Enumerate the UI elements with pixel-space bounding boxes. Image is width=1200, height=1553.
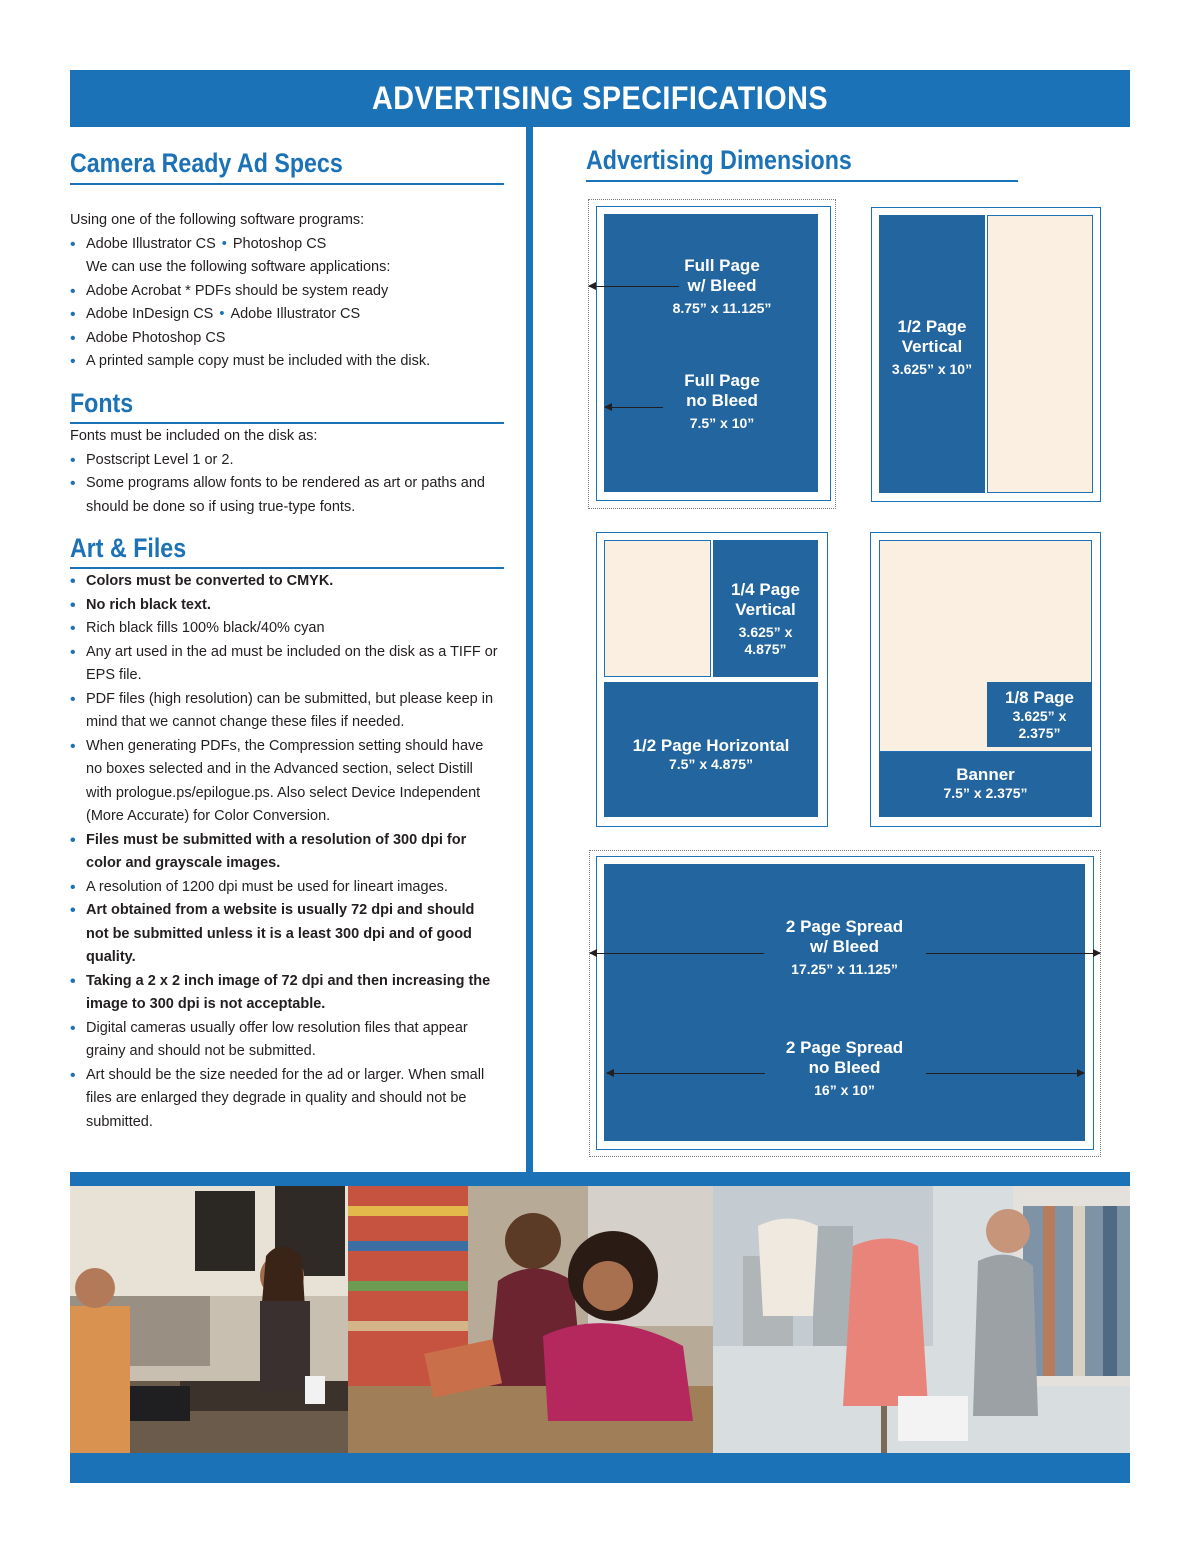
camera-sub: We can use the following software applications: bbox=[86, 259, 391, 275]
list-item: • Adobe Photoshop CS bbox=[70, 327, 510, 351]
list-item: • Some programs allow fonts to be rendered as art or paths and bbox=[70, 472, 510, 496]
quarter-page-vertical-label: 1/4 Page Vertical 3.625” x 4.875” bbox=[731, 580, 800, 657]
spread-nobleed-arrow-right bbox=[926, 1073, 1084, 1074]
list-item-cont: quality. bbox=[86, 949, 136, 965]
list-item-cont: files are enlarged they degrade in quality and should not be bbox=[86, 1090, 467, 1106]
list-item-cont: not be submitted unless it is a least 300 dpi and of good bbox=[86, 925, 472, 942]
nobleed-arrow bbox=[605, 407, 663, 408]
spread-bleed-arrow-right bbox=[926, 953, 1100, 954]
half-page-vertical-label: 1/2 Page Vertical 3.625” x 10” bbox=[891, 317, 973, 377]
list-item: • A resolution of 1200 dpi must be used for lineart images. bbox=[70, 876, 510, 900]
half-page-vertical-blank bbox=[987, 215, 1093, 493]
list-item: • A printed sample copy must be included with the disk. bbox=[70, 350, 510, 374]
list-item-cont: no boxes selected and in the Advanced section, select Distill bbox=[86, 761, 473, 777]
list-item-cont: mind that we cannot change these files if needed. bbox=[86, 714, 405, 730]
photo-strip-top-bar bbox=[70, 1172, 1130, 1186]
full-page-bleed-label: Full Page w/ Bleed 8.75” x 11.125” bbox=[672, 256, 772, 316]
header-bar bbox=[70, 70, 1130, 127]
list-item: • When generating PDFs, the Compression setting should have bbox=[70, 735, 510, 759]
list-item: • PDF files (high resolution) can be submitted, but please keep in bbox=[70, 688, 510, 712]
list-item: • Rich black fills 100% black/40% cyan bbox=[70, 617, 510, 641]
camera-intro: Using one of the following software programs: bbox=[70, 212, 365, 228]
list-item: • No rich black text. bbox=[70, 594, 510, 618]
spread-bleed-label: 2 Page Spread w/ Bleed 17.25” x 11.125” bbox=[785, 917, 904, 977]
camera-specs-list bbox=[70, 209, 510, 374]
list-item: • Art should be the size needed for the ad or larger. When small bbox=[70, 1064, 510, 1088]
list-item: • Colors must be converted to CMYK. bbox=[70, 570, 510, 594]
eighth-page-label: 1/8 Page 3.625” x 2.375” bbox=[1005, 688, 1074, 742]
list-item-cont: (More Accurate) for Color Conversion. bbox=[86, 808, 331, 824]
spread-ad bbox=[604, 864, 1085, 1141]
half-page-horizontal-label: 1/2 Page Horizontal 7.5” x 4.875” bbox=[632, 736, 790, 773]
list-item-cont: EPS file. bbox=[86, 667, 142, 683]
list-item-cont: grainy and should not be submitted. bbox=[86, 1043, 316, 1059]
list-item: • Art obtained from a website is usually 72 dpi and should bbox=[70, 899, 510, 923]
column-divider bbox=[526, 127, 533, 1172]
quarter-page-blank bbox=[604, 540, 711, 677]
photo-boutique bbox=[713, 1186, 1130, 1453]
list-item: • Any art used in the ad must be included on the disk as a TIFF or bbox=[70, 641, 510, 665]
fonts-title: Fonts bbox=[70, 388, 134, 418]
fonts-intro: Fonts must be included on the disk as: bbox=[70, 428, 318, 444]
spread-bleed-arrow-left bbox=[590, 953, 764, 954]
list-item-cont: submitted. bbox=[86, 1113, 153, 1130]
camera-specs-rule bbox=[70, 183, 504, 185]
banner-label: Banner 7.5” x 2.375” bbox=[943, 765, 1028, 802]
list-item: • Postscript Level 1 or 2. bbox=[70, 449, 510, 473]
fonts-rule bbox=[70, 422, 504, 424]
art-files-title: Art & Files bbox=[70, 533, 187, 563]
art-files-list bbox=[70, 570, 510, 1134]
dimensions-title: Advertising Dimensions bbox=[586, 145, 852, 175]
page-title: ADVERTISING SPECIFICATIONS bbox=[371, 80, 828, 116]
photo-shop-couple bbox=[348, 1186, 713, 1453]
list-item: • Adobe Acrobat * PDFs should be system ready bbox=[70, 280, 510, 304]
list-item: • Taking a 2 x 2 inch image of 72 dpi and then increasing the bbox=[70, 970, 510, 994]
list-item: • Digital cameras usually offer low resolution files that appear bbox=[70, 1017, 510, 1041]
full-page-nobleed-label: Full Page no Bleed 7.5” x 10” bbox=[684, 371, 760, 431]
list-item-cont: image to 300 dpi is not acceptable. bbox=[86, 996, 326, 1012]
fonts-list bbox=[70, 425, 510, 519]
list-item: • Adobe InDesign CS • Adobe Illustrator CS bbox=[70, 303, 510, 327]
photo-strip-bottom-bar bbox=[70, 1453, 1130, 1483]
art-files-rule bbox=[70, 567, 504, 569]
spread-nobleed-label: 2 Page Spread no Bleed 16” x 10” bbox=[785, 1038, 904, 1098]
list-item-cont: with prologue.ps/epilogue.ps. Also select Device Independent bbox=[86, 784, 481, 801]
photo-cafe bbox=[70, 1186, 348, 1453]
list-item-cont: color and grayscale images. bbox=[86, 855, 281, 871]
list-item: • Adobe Illustrator CS • Photoshop CS bbox=[70, 233, 510, 257]
dimensions-rule bbox=[586, 180, 1018, 182]
list-item-cont: should be done so if using true-type fonts. bbox=[86, 498, 356, 515]
list-item: • Files must be submitted with a resolution of 300 dpi for bbox=[70, 829, 510, 853]
camera-specs-title: Camera Ready Ad Specs bbox=[70, 148, 343, 178]
bleed-arrow bbox=[589, 286, 679, 287]
spread-nobleed-arrow-left bbox=[607, 1073, 765, 1074]
